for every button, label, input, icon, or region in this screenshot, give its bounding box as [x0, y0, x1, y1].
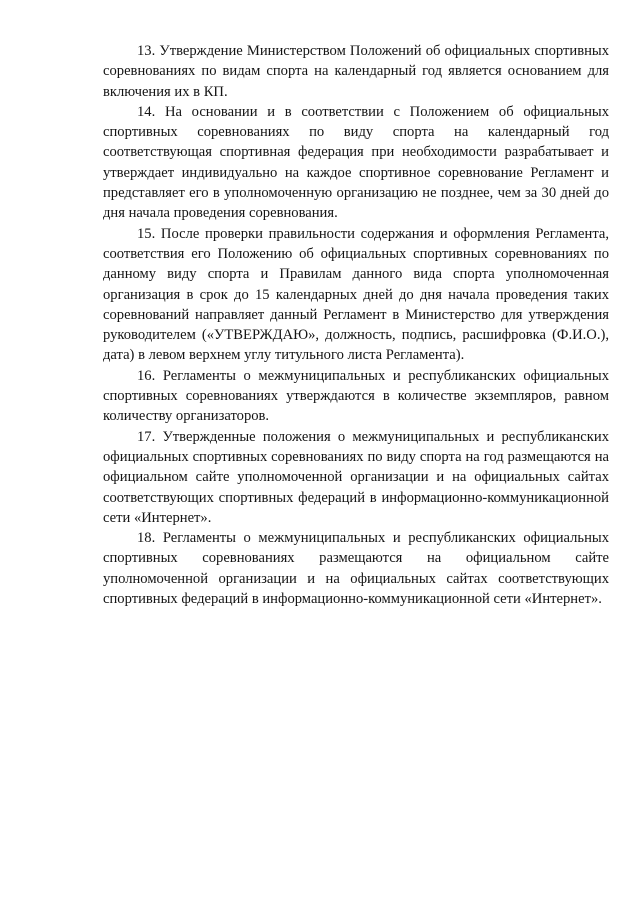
paragraph-13: 13. Утверждение Министерством Положений об официальных спортивных соревнованиях по видам спорта на календарный год является основанием для включения их в КП.	[103, 43, 609, 100]
paragraph-17: 17. Утвержденные положения о межмуниципальных и республиканских официальных спортивных соревнованиях по виду спорта на год размещаются на официальном сайте уполномоченной организации и на официальных сайтах соответствующих спортивных федераций в информационно-коммуникационной сети «Интернет».	[103, 428, 609, 526]
paragraph-16: 16. Регламенты о межмуниципальных и республиканских официальных спортивных соревнованиях утверждаются в количестве экземпляров, равном количеству организаторов.	[103, 367, 609, 425]
document-body	[103, 41, 609, 609]
paragraph-15: 15. После проверки правильности содержания и оформления Регламента, соответствия его Положению об официальных спортивных соревнованиях по данному виду спорта и Правилам данного вида спорта уполномоченная организация в срок до 15 календарных дней до дня начала проведения таких соревнований направляет данный Регламент в Министерство для утверждения руководителем («УТВЕРЖДАЮ», должность, подпись, расшифровка (Ф.И.О.), дата) в левом верхнем углу титульного листа Регламента).	[103, 225, 609, 364]
paragraph-14: 14. На основании и в соответствии с Положением об официальных спортивных соревнованиях по виду спорта на календарный год соответствующая спортивная федерация при необходимости разрабатывает и утверждает индивидуально на каждое спортивное соревнование Регламент и представляет его в уполномоченную организацию не позднее, чем за 30 дней до дня начала проведения соревнования.	[103, 103, 609, 222]
paragraph-18: 18. Регламенты о межмуниципальных и республиканских официальных спортивных соревнованиях размещаются на официальном сайте уполномоченной организации и на официальных сайтах соответствующих спортивных федераций в информационно-коммуникационной сети «Интернет».	[103, 530, 609, 608]
